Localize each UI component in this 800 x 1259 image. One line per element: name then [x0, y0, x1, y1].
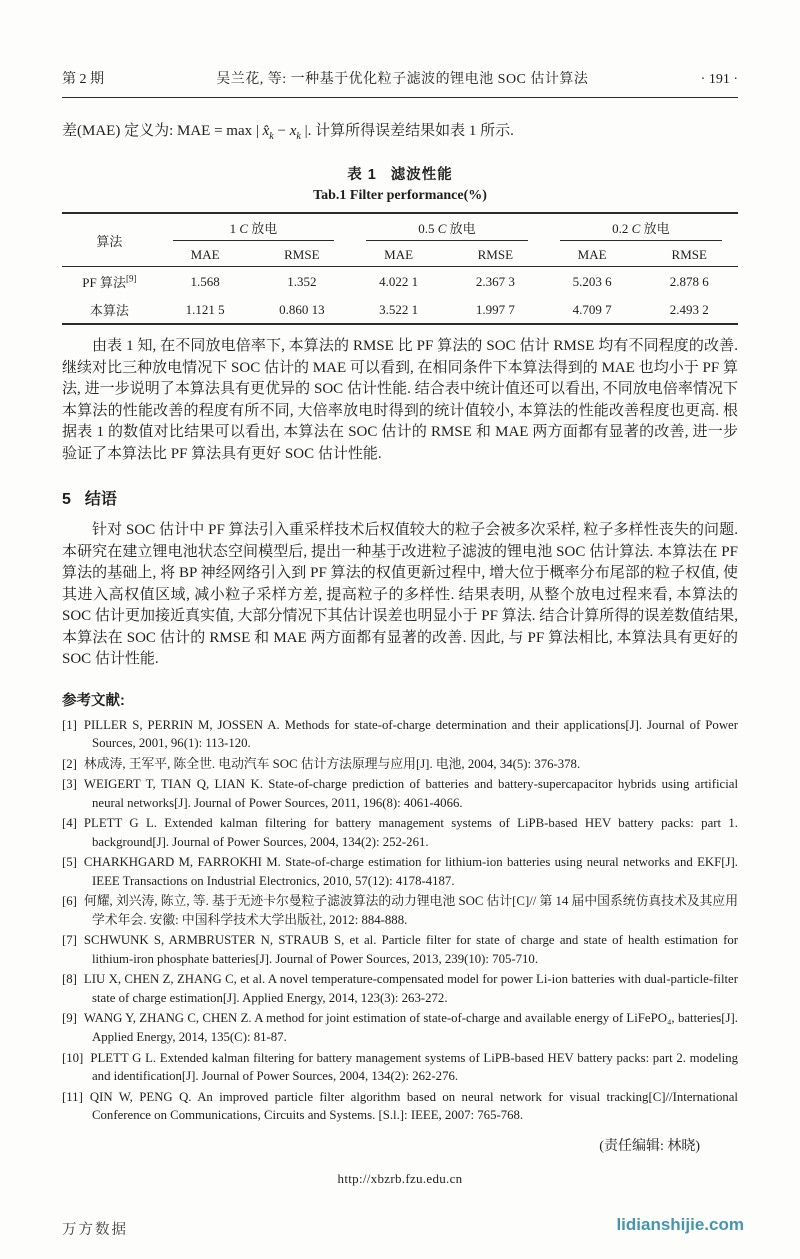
reference-text: QIN W, PENG Q. An improved particle filter algorithm based on neural network for visual tracking[C]//International Conference on Communications, Circuits and Systems. [S.l.]: IEEE, 2007: 765-768.	[89, 1089, 738, 1123]
mae-formula	[262, 123, 301, 142]
value-cell: 0.860 13	[279, 301, 325, 317]
group-label-part: 1	[229, 221, 240, 236]
x-symbol: x	[289, 123, 297, 139]
reference-text: PLETT G L. Extended kalman filtering for battery management systems of LiPB-based HEV battery packs: part 1. background[J]. Journal of Power Sources, 2004, 134(2): 252-261.	[83, 815, 738, 849]
group-label-part: 0.2	[612, 221, 632, 236]
value-cell: 5.203 6	[572, 273, 612, 289]
algorithm-name-cell	[62, 267, 157, 296]
page-number: · 191 ·	[700, 72, 738, 87]
table-caption-zh-title: 滤波性能	[390, 167, 453, 183]
value-cell: 1.997 7	[475, 301, 515, 317]
reference-text: PILLER S, PERRIN M, JOSSEN A. Methods for state-of-charge determination and their applications[J]. Journal of Power Sources, 2001, 96(1): 113-120.	[83, 717, 738, 751]
subheader-mae: MAE	[350, 244, 447, 267]
section-number: 5	[62, 491, 71, 508]
subheader-rmse: RMSE	[253, 244, 350, 267]
table-row-pf	[62, 267, 738, 296]
mae-text-suffix: |. 计算所得误差结果如表 1 所示.	[300, 123, 514, 139]
reference-list	[62, 716, 738, 1126]
subheader-rmse: RMSE	[640, 244, 738, 267]
group-label-part: 放电	[248, 221, 278, 236]
references-heading: 参考文献:	[62, 692, 125, 709]
lidianshijie-watermark: lidianshijie.com	[616, 1215, 744, 1234]
table-caption-zh-label: 表 1	[347, 167, 377, 183]
reference-text: WEIGERT T, TIAN Q, LIAN K. State-of-charge prediction of batteries and battery-supercapacitor hybrids using artificial neural networks[J]. Journal of Power Sources, 2011, 196(8): 4061-4066.	[83, 776, 738, 810]
reference-text: PLETT G L. Extended kalman filtering for battery management systems of LiPB-based HEV battery packs: part 2. modeling and identification[J]. Journal of Power Sources, 2004, 134(2): 262-276.	[90, 1050, 738, 1084]
filter-performance-table	[62, 212, 738, 325]
group-header-02c	[544, 213, 738, 244]
algorithm-name-cell	[62, 295, 157, 324]
subheader-mae: MAE	[157, 244, 254, 267]
reference-item	[62, 716, 738, 754]
reference-label: [6]	[62, 894, 77, 909]
wanfang-watermark: 万方数据	[62, 1222, 128, 1238]
x-hat-symbol: x̂	[262, 123, 270, 139]
value-cell: 3.522 1	[379, 301, 419, 317]
algorithm-name: 本算法	[89, 303, 129, 318]
conclusion-paragraph: 针对 SOC 估计中 PF 算法引入重采样技术后权值较大的粒子会被多次采样, 粒子多样性丧失的问题. 本研究在建立锂电池状态空间模型后, 提出一种基于改进粒子滤波的锂电池 SOC 估计算法. 本算法在 PF 算法的基础上, 将 BP 神经网络引入到 PF 算法的权值更新过程中, 增大位于概率分布尾部的粒子权值, 使其进入高权值区域, 减小粒子采样方差, 提高粒子的多样性. 结果表明, 从整个放电过程来看, 本算法的 SOC 估计更加接近真实值, 大部分情况下其估计误差也明显小于 PF 算法. 结合计算所得的误差数值结果, 本算法在 SOC 估计的 RMSE 和 MAE 两方面都有显著的改善. 因此, 与 PF 算法相比, 本算法具有更好的 SOC 估计性能.	[62, 522, 738, 667]
reference-label: [3]	[62, 776, 77, 791]
group-header-05c	[350, 213, 544, 244]
reference-item	[62, 1049, 738, 1087]
reference-label: [1]	[62, 717, 77, 732]
table-row-proposed	[62, 295, 738, 324]
reference-item	[62, 970, 738, 1008]
reference-label: [11]	[62, 1089, 83, 1104]
group-label-part: 0.5	[418, 221, 438, 236]
group-label-c: C	[631, 221, 641, 236]
mae-definition-line	[62, 120, 738, 148]
group-label-c: C	[437, 221, 447, 236]
minus-sign: −	[273, 123, 290, 139]
reference-item	[62, 814, 738, 852]
reference-text: 何耀, 刘兴涛, 陈立, 等. 基于无迹卡尔曼粒子滤波算法的动力锂电池 SOC 估计[C]// 第 14 届中国系统仿真技术及其应用学术年会. 安徽: 中国科学技术大学出版社, 2012: 884-888.	[83, 894, 738, 927]
reference-text: WANG Y, ZHANG C, CHEN Z. A method for joint estimation of state-of-charge and available energy of LiFePO₄, batteries[J]. Applied Energy, 2014, 135(C): 81-87.	[83, 1011, 738, 1045]
value-cell: 4.022 1	[379, 273, 419, 289]
issue-number: 第 2 期	[62, 72, 104, 87]
reference-item	[62, 775, 738, 813]
reference-text: SCHWUNK S, ARMBRUSTER N, STRAUB S, et al. Particle filter for state of charge and state of health estimation for lithium-iron phosphate batteries[J]. Journal of Power Sources, 2013, 239(10): 705-710.	[83, 933, 738, 967]
group-label-part: 放电	[640, 221, 670, 236]
reference-item	[62, 892, 738, 930]
running-title: 吴兰花, 等: 一种基于优化粒子滤波的锂电池 SOC 估计算法	[216, 72, 589, 87]
reference-item	[62, 755, 738, 774]
editor-note: (责任编辑: 林晓)	[599, 1139, 700, 1155]
group-label-c: C	[239, 221, 249, 236]
reference-item	[62, 1088, 738, 1126]
table-caption-zh	[62, 163, 738, 184]
table-group-header-row	[62, 213, 738, 244]
section-title: 结语	[84, 491, 117, 508]
reference-item	[62, 1009, 738, 1047]
reference-text: CHARKHGARD M, FARROKHI M. State-of-charge estimation for lithium-ion batteries using neural networks and EKF[J]. IEEE Transactions on Industrial Electronics, 2010, 57(12): 4178-4187.	[83, 855, 738, 888]
reference-label: [8]	[62, 972, 77, 987]
value-cell: 2.878 6	[669, 273, 709, 289]
value-cell: 1.568	[190, 273, 220, 289]
group-label-part: 放电	[446, 221, 476, 236]
reference-label: [2]	[62, 756, 77, 771]
value-cell: 1.352	[287, 273, 317, 289]
value-cell: 2.493 2	[669, 301, 709, 317]
citation-superscript: [9]	[125, 273, 137, 284]
value-cell: 4.709 7	[572, 301, 612, 317]
subscript-k: k	[269, 131, 274, 142]
subheader-rmse: RMSE	[447, 244, 544, 267]
algorithm-name: PF 算法	[82, 275, 126, 290]
results-discussion-paragraph: 由表 1 知, 在不同放电倍率下, 本算法的 RMSE 比 PF 算法的 SOC 估计 RMSE 均有不同程度的改善. 继续对比三种放电情况下 SOC 估计的 MAE 可以看到, 在相同条件下本算法得到的 MAE 也均小于 PF 算法, 进一步说明了本算法具有更优异的 SOC 估计性能. 结合表中统计值还可以看出, 不同放电倍率情况下本算法的性能改善的程度有所不同, 大倍率放电时得到的统计值较小, 本算法的性能改善程度也更高. 根据表 1 的数值对比结果可以看出, 本算法在 SOC 估计的 RMSE 和 MAE 两方面都有显著的改善, 进一步验证了本算法比 PF 算法具有更好 SOC 估计性能.	[62, 338, 738, 462]
value-cell: 1.121 5	[185, 301, 225, 317]
group-header-1c	[157, 213, 351, 244]
reference-label: [4]	[62, 815, 77, 830]
algorithm-column-header: 算法	[62, 213, 157, 267]
reference-label: [9]	[62, 1011, 77, 1026]
journal-url: http://xbzrb.fzu.edu.cn	[337, 1171, 463, 1187]
reference-text: 林成涛, 王军平, 陈全世. 电动汽车 SOC 估计方法原理与应用[J]. 电池, 2004, 34(5): 376-378.	[83, 756, 581, 771]
reference-text: LIU X, CHEN Z, ZHANG C, et al. A novel temperature-compensated model for power Li-ion batteries with dual-particle-filter state of charge estimation[J]. Applied Energy, 2014, 123(3): 263-272.	[83, 972, 738, 1006]
reference-item	[62, 931, 738, 969]
reference-label: [5]	[62, 855, 77, 870]
table-caption-en: Tab.1 Filter performance(%)	[313, 188, 487, 203]
running-head	[62, 68, 738, 98]
section-5-heading	[62, 486, 738, 509]
table-subheader-row	[62, 244, 738, 267]
reference-item	[62, 853, 738, 891]
scanned-paper-page	[0, 68, 800, 1187]
mae-text-prefix: 差(MAE) 定义为: MAE = max |	[62, 123, 263, 139]
value-cell: 2.367 3	[475, 273, 515, 289]
reference-label: [10]	[62, 1050, 84, 1065]
reference-label: [7]	[62, 933, 77, 948]
subheader-mae: MAE	[544, 244, 641, 267]
subscript-k: k	[296, 131, 301, 142]
